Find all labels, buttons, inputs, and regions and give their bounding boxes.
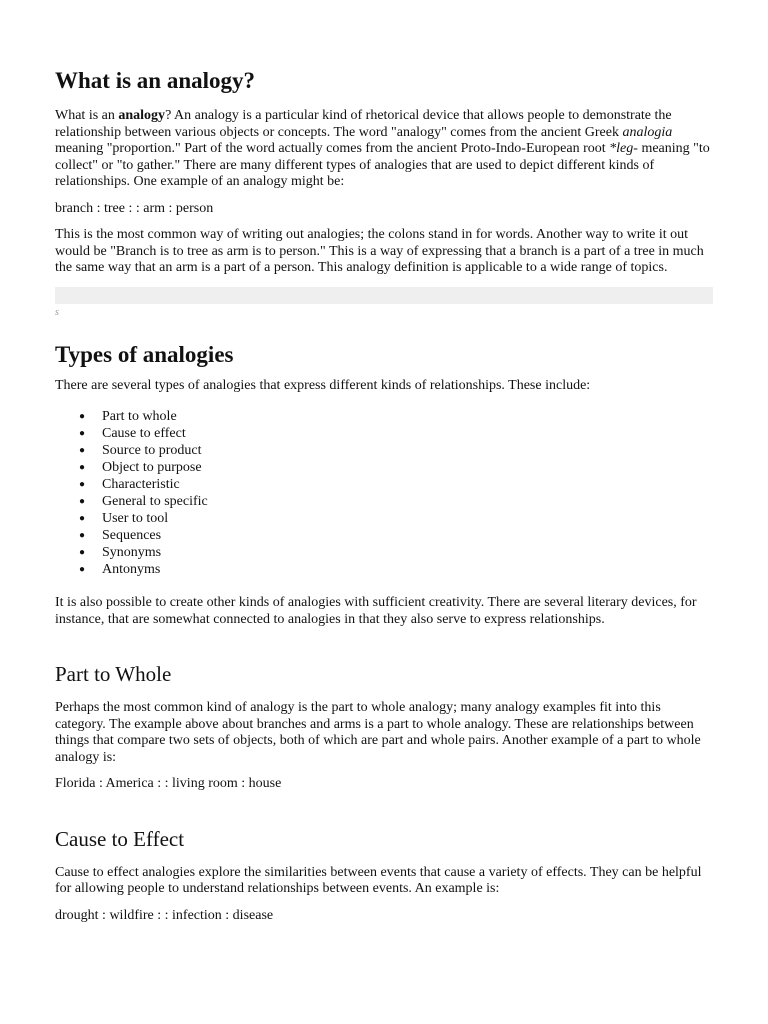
list-item [79,459,713,476]
ad-label: s [55,306,59,318]
bullet-icon: ● [79,479,86,490]
list-item [79,442,713,459]
heading-part-to-whole-text: Part to Whole [55,662,172,686]
heading-types-of-analogies: Types of analogies [55,341,234,367]
list-item [79,510,713,527]
list-item-text: Source to product [102,443,202,458]
bullet-icon: ● [79,428,86,439]
heading-cause-to-effect [55,825,713,853]
list-item-text: User to tool [102,511,169,526]
list-item-text: General to specific [102,494,208,509]
ad-placeholder-bar [55,287,713,304]
types-paragraph-1: There are several types of analogies that express different kinds of relationships. These include: [55,377,591,393]
bullet-icon: ● [79,513,86,524]
list-item-text: Object to purpose [102,460,202,475]
heading-part-to-whole [55,660,713,688]
bullet-icon: ● [79,547,86,558]
list-item [79,544,713,561]
cause-to-effect-paragraph: Cause to effect analogies explore the similarities between events that cause a variety of effects. They can be helpful for allowing people to understand relationships between events. An example is: [55,864,702,896]
intro-text-4: meaning "to collect" or "to gather." There are many different types of analogies that are used to depict different kinds of relationships. One example of an analogy might be: [55,141,710,189]
part-to-whole-paragraph: Perhaps the most common kind of analogy is the part to whole analogy; many analogy examples fit into this category. The example above about branches and arms is a part to whole analogy. These are relationships between things that compare two sets of objects, both of which are part and whole pairs. Another example of a part to whole analogy is: [55,700,701,765]
heading-what-is-an-analogy: What is an analogy? [55,68,256,93]
bullet-icon: ● [79,564,86,575]
bullet-icon: ● [79,462,86,473]
bullet-icon: ● [79,411,86,422]
intro-text-3: meaning "proportion." Part of the word actually comes from the ancient Proto-Indo-European root [55,141,610,156]
types-list [55,408,713,578]
intro-bold-analogy: analogy [118,108,166,123]
cause-to-effect-example: drought : wildfire : : infection : disease [55,907,274,923]
intro-italic-analogia: analogia [622,124,673,140]
list-item [79,408,713,425]
bullet-icon: ● [79,445,86,456]
intro-text-2: ? An analogy is a particular kind of rhetorical device that allows people to demonstrate the relationship between various objects or concepts. The word "analogy" comes from the ancient Greek [55,108,672,140]
intro-text-1: What is an [55,108,119,123]
list-item-text: Antonyms [102,562,161,577]
bullet-icon: ● [79,530,86,541]
list-item [79,493,713,510]
list-item-text: Characteristic [102,477,180,492]
intro-example: branch : tree : : arm : person [55,200,214,216]
part-to-whole-example: Florida : America : : living room : house [55,776,282,791]
list-item-text: Cause to effect [102,426,186,441]
list-item [79,425,713,442]
intro-paragraph-1 [55,108,713,191]
document-content [55,66,713,934]
list-item [79,476,713,493]
list-item-text: Synonyms [102,545,162,560]
types-paragraph-2: It is also possible to create other kinds of analogies with sufficient creativity. There are several literary devices, for instance, that are somewhat connected to analogies in that they also serve to express relationships. [55,595,697,627]
intro-italic-leg: *leg- [609,141,638,156]
bullet-icon: ● [79,496,86,507]
list-item-text: Sequences [102,528,162,543]
list-item [79,561,713,578]
heading-cause-to-effect-text: Cause to Effect [55,826,185,851]
intro-paragraph-2: This is the most common way of writing out analogies; the colons stand in for words. Another way to write it out would be "Branch is to tree as arm is to person." This is a way of expressing that a branch is a part of a tree in much the same way that an arm is a part of a person. This analogy definition is applicable to a wide range of topics. [55,227,704,275]
list-item-text: Part to whole [102,409,177,424]
list-item [79,527,713,544]
